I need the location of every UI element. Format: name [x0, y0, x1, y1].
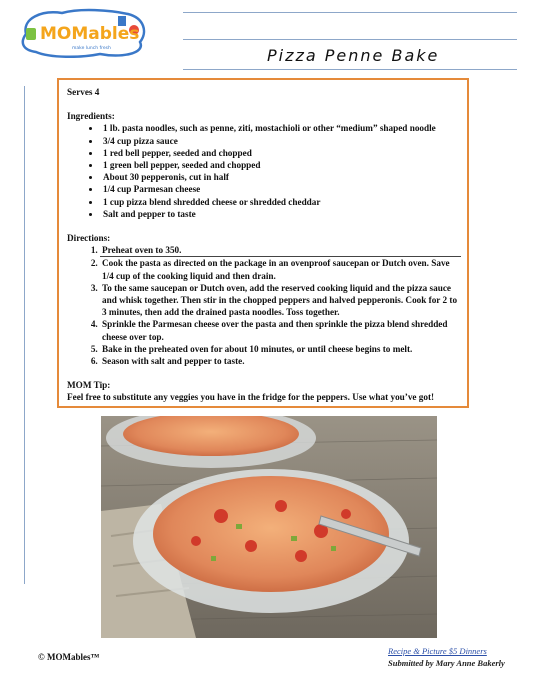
- directions-heading: Directions:: [67, 233, 111, 244]
- ingredient-item: • 1 green bell pepper, seeded and chopped: [101, 159, 461, 171]
- copyright-text: © MOMables™: [38, 652, 100, 662]
- direction-step: 1. Preheat oven to 350.: [100, 244, 461, 257]
- recipe-box: [57, 78, 469, 408]
- ingredient-item: • 1 lb. pasta noodles, such as penne, ziti, mostachioli or other “medium” shaped noodle: [101, 122, 461, 134]
- svg-text:make lunch fresh: make lunch fresh: [72, 46, 111, 51]
- pasta-dish-photo: [101, 416, 437, 638]
- direction-step: 5. Bake in the preheated oven for about 10 minutes, or until cheese begins to melt.: [100, 343, 461, 355]
- direction-step: 2. Cook the pasta as directed on the package in an ovenproof saucepan or Dutch oven. Save 1/4 cup of the cooking liquid and then drain.: [100, 257, 461, 281]
- ingredient-item: • Salt and pepper to taste: [101, 208, 461, 220]
- ingredient-item: • 1 cup pizza blend shredded cheese or shredded cheddar: [101, 196, 461, 208]
- header-rule-1: [183, 12, 517, 13]
- mom-tip-text: Feel free to substitute any veggies you have in the fridge for the peppers. Use what you’ve got!: [67, 392, 435, 403]
- svg-text:MOMables: MOMables: [40, 24, 140, 44]
- margin-rule: [24, 86, 25, 584]
- ingredients-list: [67, 122, 461, 220]
- ingredient-item: • 3/4 cup pizza sauce: [101, 135, 461, 147]
- mom-tip-heading: MOM Tip:: [67, 380, 111, 391]
- ingredients-heading: Ingredients:: [67, 111, 115, 122]
- submitted-by-text: Submitted by Mary Anne Bakerly: [388, 658, 505, 668]
- ingredient-item: • About 30 pepperonis, cut in half: [101, 171, 461, 183]
- momables-logo: [20, 8, 148, 58]
- recipe-credit-link[interactable]: Recipe & Picture $5 Dinners: [388, 646, 487, 656]
- page-title: Pizza Penne Bake: [267, 46, 440, 65]
- header-rule-3: [183, 69, 517, 70]
- direction-step: 6. Season with salt and pepper to taste.: [100, 355, 461, 367]
- direction-step: 4. Sprinkle the Parmesan cheese over the pasta and then sprinkle the pizza blend shredded cheese over top.: [100, 318, 461, 342]
- ingredient-item: • 1 red bell pepper, seeded and chopped: [101, 147, 461, 159]
- serves-text: Serves 4: [67, 87, 100, 97]
- directions-list: [67, 244, 461, 367]
- direction-step: 3. To the same saucepan or Dutch oven, add the reserved cooking liquid and the pizza sauce and whisk together. Then stir in the chopped peppers and halved pepperonis. Cook for 2 to 3 minutes, then add the drained pasta noodles. Toss together.: [100, 282, 461, 319]
- ingredient-item: • 1/4 cup Parmesan cheese: [101, 183, 461, 195]
- header-rule-2: [183, 39, 517, 40]
